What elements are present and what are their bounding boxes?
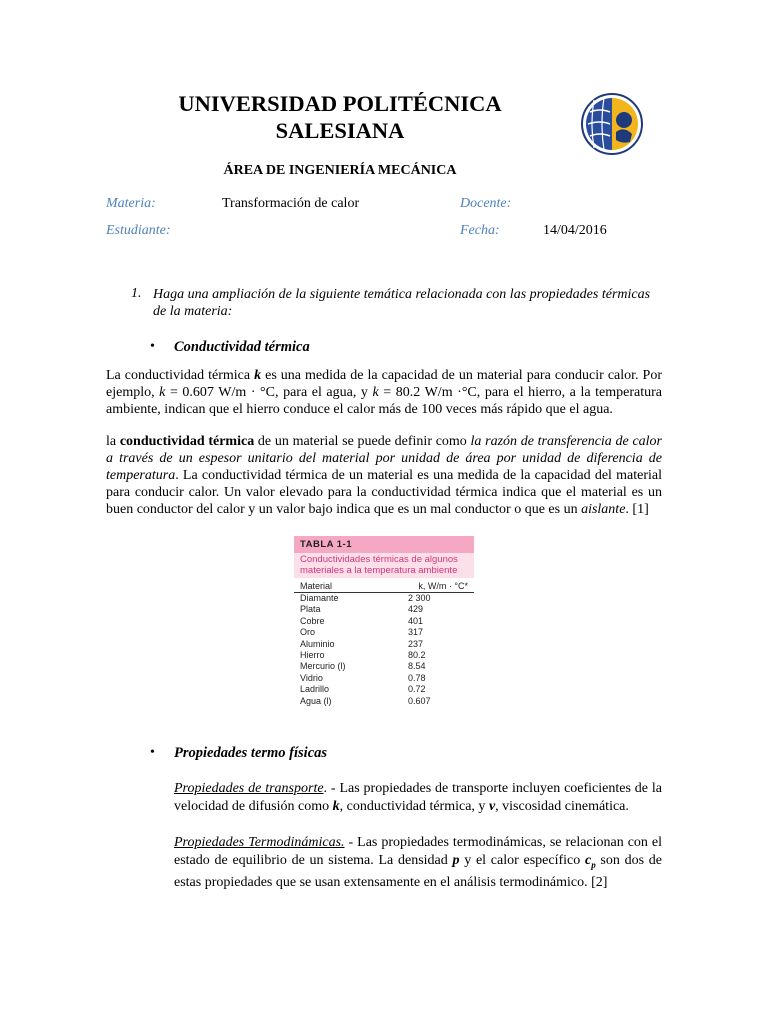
- thermal-conductivity-table: [294, 536, 474, 707]
- question-text: Haga una ampliación de la siguiente temática relacionada con las propiedades térmicas de la materia:: [153, 287, 651, 319]
- table-cell-material: Diamante: [300, 593, 339, 603]
- table-cell-material: Hierro: [300, 650, 325, 661]
- table-row: [294, 593, 474, 604]
- table-cell-k: 0.72: [408, 684, 426, 695]
- table-cell-material: Plata: [300, 604, 321, 615]
- paragraph-termodinamicas: Propiedades Termodinámicas. - Las propiedades termodinámicas, se relacionan con el estado de equilibrio de un sistema. La densidad p y el calor específico $c_p$ son dos de estas propiedades que se usan extensamente en el análisis termodinámico. [2]: [174, 835, 663, 890]
- table-cell-material: Vidrio: [300, 672, 323, 683]
- table-body: [294, 593, 474, 707]
- table-caption: Conductividades térmicas de algunos materiales a la temperatura ambiente: [294, 553, 474, 578]
- docente-label: Docente:: [460, 196, 512, 211]
- question-number: 1.: [131, 286, 142, 301]
- table-cell-k: 237: [408, 638, 424, 649]
- section2-title: Propiedades termo físicas: [174, 745, 328, 761]
- materia-value: Transformación de calor: [222, 196, 360, 211]
- table-row: [294, 684, 474, 695]
- table-row: [294, 696, 474, 707]
- university-logo-icon: [580, 92, 644, 156]
- table-cell-k: 401: [408, 615, 424, 626]
- table-cell-material: Agua (l): [300, 695, 332, 706]
- table-cell-material: Ladrillo: [300, 684, 330, 695]
- materia-label: Materia:: [106, 196, 156, 211]
- university-title-line2: SALESIANA: [275, 118, 405, 143]
- table-row: [294, 616, 474, 627]
- table-cell-material: Mercurio (l): [300, 661, 346, 672]
- table-row: [294, 627, 474, 638]
- fecha-label: Fecha:: [460, 223, 500, 238]
- table-cell-material: Cobre: [300, 615, 325, 626]
- table-row: [294, 639, 474, 650]
- university-title-line1: UNIVERSIDAD POLITÉCNICA: [178, 91, 502, 116]
- table-cell-k: 429: [408, 604, 424, 615]
- table-cell-k: 0.607: [408, 695, 431, 706]
- table-header: TABLA 1-1: [294, 536, 474, 553]
- section1-title: Conductividad térmica: [174, 339, 310, 355]
- paragraph-conductividad-1: La conductividad térmica k es una medida de la capacidad de un material para conducir calor. Por ejemplo, k = 0.607 W/m · °C, para el agua, y k = 80.2 W/m ·°C, para el hierro, a la temperatura ambiente, indican que el hierro conduce el calor más de 100 veces más rápido que el agua.: [106, 368, 662, 417]
- table-cell-material: Aluminio: [300, 638, 335, 649]
- table-cell-material: Oro: [300, 627, 316, 638]
- column-material: Material: [300, 581, 333, 591]
- university-title: [150, 90, 530, 144]
- estudiante-label: Estudiante:: [106, 223, 171, 238]
- table-cell-k: 0.78: [408, 672, 426, 683]
- paragraph-conductividad-2: la conductividad térmica de un material se puede definir como la razón de transferencia de calor a través de un espesor unitario del material por unidad de área por unidad de diferencia de temperatura. La conductividad térmica de un material es una medida de la capacidad del material para conducir calor. Un valor elevado para la conductividad térmica indica que el material es un buen conductor del calor y un valor bajo indica que es un mal conductor o que es un aislante. [1]: [106, 434, 662, 517]
- table-cell-k: 8.54: [408, 661, 426, 672]
- table-row: [294, 604, 474, 615]
- table-row: [294, 661, 474, 672]
- section2-bullet: •: [150, 745, 155, 760]
- column-k: k, W/m · °C*: [418, 581, 468, 591]
- area-heading: ÁREA DE INGENIERÍA MECÁNICA: [223, 163, 457, 178]
- table-cell-k: 2 300: [408, 593, 431, 603]
- fecha-value: 14/04/2016: [543, 223, 607, 238]
- table-row: [294, 673, 474, 684]
- table-row: [294, 650, 474, 661]
- paragraph-transporte: Propiedades de transporte. - Las propiedades de transporte incluyen coeficientes de la velocidad de difusión como k, conductividad térmica, y v, viscosidad cinemática.: [174, 781, 662, 814]
- section1-bullet: •: [150, 339, 155, 354]
- table-column-headers: [294, 578, 474, 593]
- transport-title: Propiedades de transporte: [174, 781, 324, 796]
- thermo-title: Propiedades Termodinámicas.: [174, 835, 345, 850]
- table-cell-k: 317: [408, 627, 424, 638]
- table-cell-k: 80.2: [408, 650, 426, 661]
